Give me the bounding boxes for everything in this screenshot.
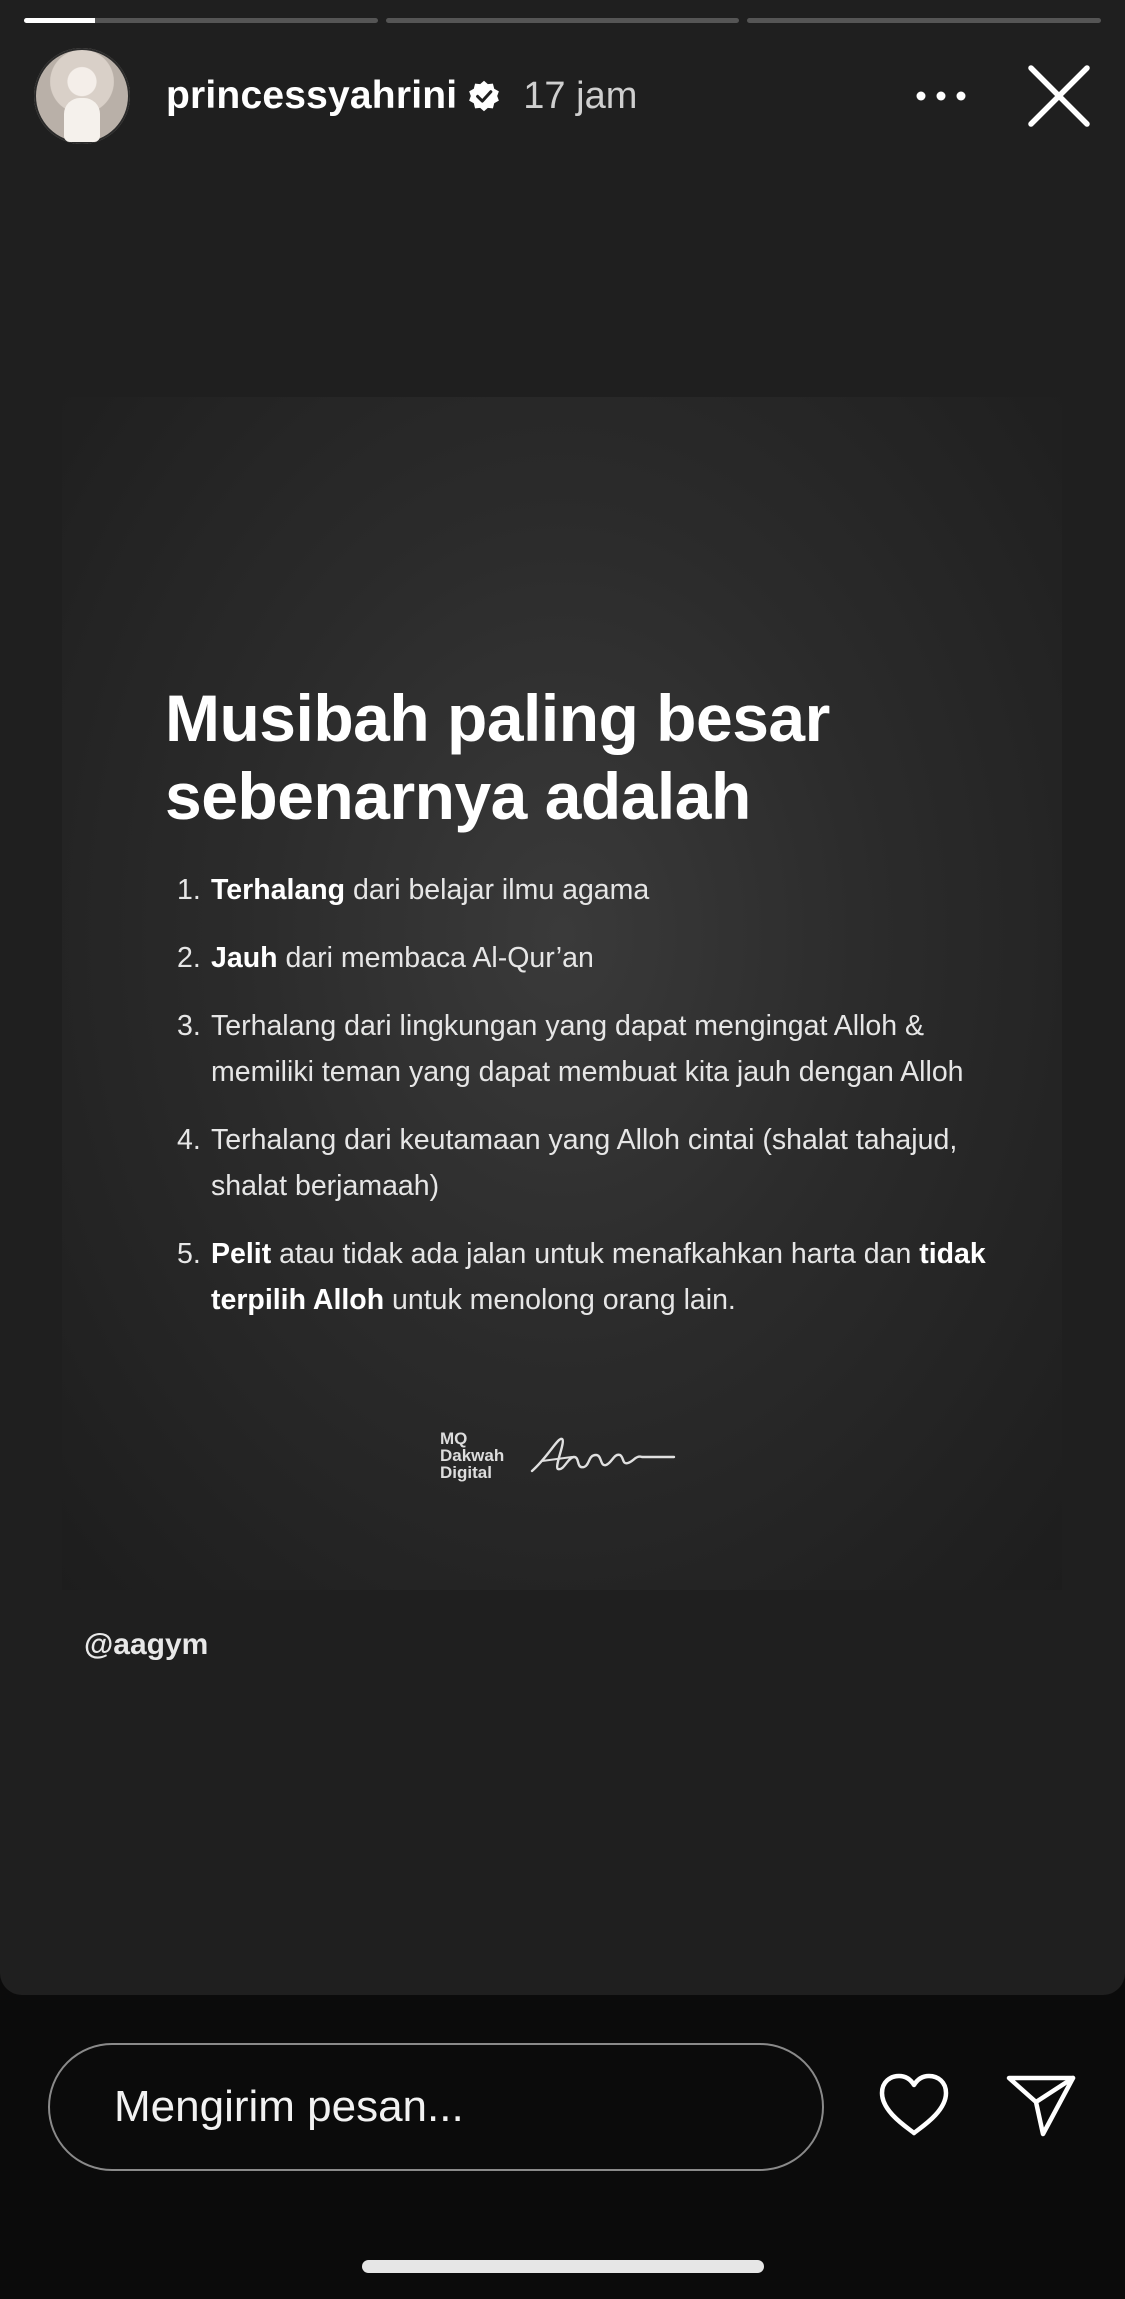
list-number: 4. — [177, 1124, 201, 1156]
list-text: Terhalang dari lingkungan yang dapat mengingat Alloh & memiliki teman yang dapat membuat kita jauh dengan Alloh — [211, 1010, 964, 1088]
avatar[interactable] — [34, 48, 130, 144]
mention-sticker[interactable]: @aagym — [84, 1628, 209, 1661]
list-number: 1. — [177, 874, 201, 906]
list-number: 2. — [177, 942, 201, 974]
brand-line: Digital — [440, 1462, 492, 1482]
list-item — [177, 1231, 1007, 1323]
list-item — [177, 1003, 1007, 1095]
post-list — [177, 867, 1007, 1345]
progress-segment — [386, 18, 740, 23]
username[interactable]: princessyahrini — [166, 74, 458, 117]
reply-input[interactable] — [112, 2081, 756, 2133]
send-icon[interactable] — [1005, 2072, 1077, 2138]
list-item — [177, 1117, 1007, 1209]
story-header — [34, 48, 1091, 144]
post-time: 17 jam — [523, 74, 638, 117]
story-post-image — [62, 397, 1062, 1590]
list-number: 5. — [177, 1238, 201, 1270]
list-item — [177, 867, 1007, 913]
progress-fill — [24, 18, 95, 23]
brand-line: MQ — [440, 1428, 468, 1448]
list-rest: atau tidak ada jalan untuk menafkahkan harta dan — [271, 1238, 920, 1270]
list-number: 3. — [177, 1010, 201, 1042]
brand-line: Dakwah — [440, 1445, 505, 1465]
more-icon[interactable] — [911, 76, 971, 116]
list-text — [211, 1231, 1007, 1323]
list-bold: Jauh — [211, 942, 278, 974]
list-bold: Terhalang — [211, 874, 346, 906]
list-bold: tidak terpilih Alloh — [211, 1238, 986, 1316]
post-title-line: sebenarnya adalah — [165, 759, 751, 833]
story-progress-bar — [24, 18, 1101, 23]
progress-segment — [747, 18, 1101, 23]
post-title-line: Musibah paling besar — [165, 681, 830, 755]
list-bold: Pelit — [211, 1238, 272, 1270]
post-title — [165, 679, 985, 835]
signature-image — [528, 1427, 678, 1483]
brand-logo — [440, 1427, 678, 1483]
list-text — [211, 867, 649, 913]
list-text — [211, 935, 594, 981]
home-indicator[interactable] — [362, 2260, 764, 2273]
reply-input-container[interactable] — [48, 2043, 824, 2171]
list-rest: untuk menolong orang lain. — [384, 1284, 736, 1316]
list-rest: dari membaca Al-Qur’an — [277, 942, 594, 974]
list-rest: dari belajar ilmu agama — [345, 874, 650, 906]
list-text: Terhalang dari keutamaan yang Alloh cintai (shalat tahajud, shalat berjamaah) — [211, 1124, 958, 1202]
verified-badge-icon — [467, 79, 501, 113]
progress-segment — [24, 18, 378, 23]
list-item — [177, 935, 1007, 981]
close-icon[interactable] — [1027, 64, 1091, 128]
brand-text — [440, 1430, 504, 1481]
heart-icon[interactable] — [878, 2072, 950, 2138]
